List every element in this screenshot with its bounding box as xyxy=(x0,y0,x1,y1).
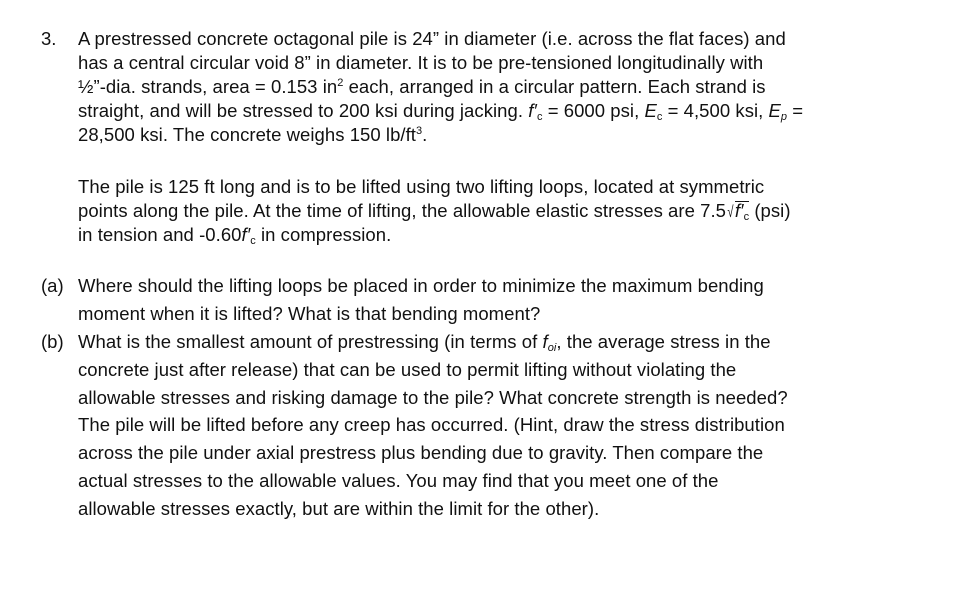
para1-line3-text: ½”-dia. strands, area = 0.153 in xyxy=(78,76,338,97)
foi-symbol: f xyxy=(542,331,548,352)
para2-line2-text: points along the pile. At the time of lifting, the allowable elastic stresses are 7.5 xyxy=(78,200,727,221)
para1-line5 xyxy=(78,123,427,147)
para1-line3-text-b: each, arranged in a circular pattern. Each strand is xyxy=(343,76,766,97)
fc-symbol: f′ xyxy=(734,200,744,221)
para2-line1: The pile is 125 ft long and is to be lifted using two lifting loops, located at symmetric xyxy=(78,176,765,197)
para1-line4 xyxy=(78,99,803,123)
part-a-line1: Where should the lifting loops be placed in order to minimize the maximum bending xyxy=(78,275,764,296)
part-b-line4: The pile will be lifted before any creep has occurred. (Hint, draw the stress distribution xyxy=(78,414,785,435)
subscript: c xyxy=(656,111,663,123)
para1-line4-text-d: = xyxy=(787,100,804,121)
part-b-label: (b) xyxy=(41,331,64,352)
part-a-line2: moment when it is lifted? What is that bending moment? xyxy=(78,303,541,324)
para1-line4-text-b: = 6000 psi, xyxy=(542,100,645,121)
ec-symbol: E xyxy=(644,100,657,121)
part-b-line1-text: What is the smallest amount of prestressing (in terms of xyxy=(78,331,543,352)
para1-line3 xyxy=(78,75,766,99)
superscript: 2 xyxy=(337,77,344,89)
sqrt-symbol: √ xyxy=(727,204,734,221)
part-b-line2: concrete just after release) that can be used to permit lifting without violating the xyxy=(78,359,737,380)
para2-line2-text-b: (psi) xyxy=(749,200,791,221)
para2-line3-text-b: in compression. xyxy=(255,224,392,245)
subscript: p xyxy=(780,111,788,123)
part-b-line1 xyxy=(78,330,771,354)
para1-line5-text: 28,500 ksi. The concrete weighs 150 lb/ft xyxy=(78,124,416,145)
para2-line3-text: in tension and -0.60 xyxy=(78,224,242,245)
para1-line4-text: straight, and will be stressed to 200 ksi during jacking. xyxy=(78,100,529,121)
subscript: c xyxy=(250,235,256,247)
problem-number: 3. xyxy=(41,28,57,49)
subscript: oi xyxy=(547,342,557,354)
part-b-line5: across the pile under axial prestress plus bending due to gravity. Then compare the xyxy=(78,442,764,463)
para1-line2: has a central circular void 8” in diameter. It is to be pre-tensioned longitudinally with xyxy=(78,52,764,73)
para1-line1: A prestressed concrete octagonal pile is 24” in diameter (i.e. across the flat faces) and xyxy=(78,28,786,49)
part-b-line6: actual stresses to the allowable values. You may find that you meet one of the xyxy=(78,470,719,491)
ep-symbol: E xyxy=(768,100,781,121)
superscript: 3 xyxy=(416,125,423,137)
para1-line4-text-c: = 4,500 ksi, xyxy=(662,100,769,121)
para1-line5-text-b: . xyxy=(422,124,428,145)
fc-symbol: f′ xyxy=(528,100,537,121)
para2-line3 xyxy=(78,223,391,247)
part-b-line1-text-b: , the average stress in the xyxy=(556,331,771,352)
subscript: c xyxy=(536,111,543,123)
part-a-label: (a) xyxy=(41,275,64,296)
part-b-line7: allowable stresses exactly, but are within the limit for the other). xyxy=(78,498,600,519)
para2-line2 xyxy=(78,199,791,225)
part-b-line3: allowable stresses and risking damage to the pile? What concrete strength is needed? xyxy=(78,387,788,408)
fc-symbol: f′ xyxy=(241,224,251,245)
subscript: c xyxy=(743,211,750,223)
